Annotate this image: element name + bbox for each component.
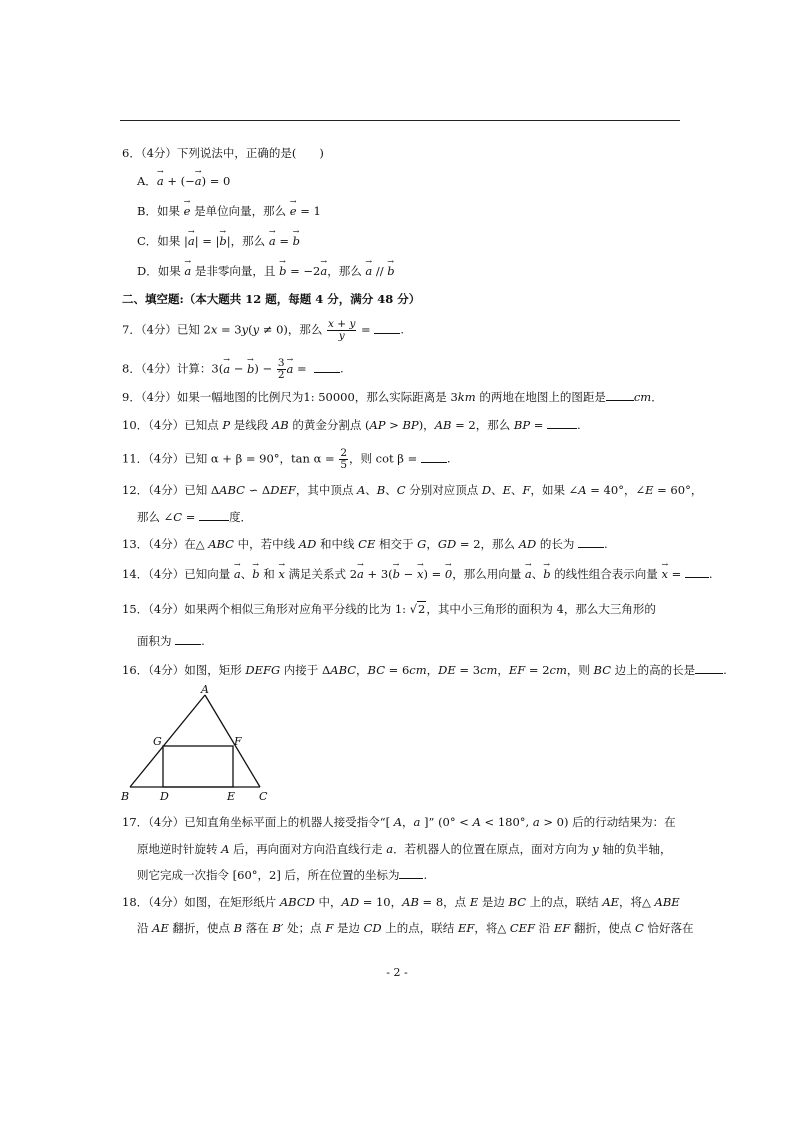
question-12-line-2: 那么 ∠C = 度． — [137, 510, 253, 524]
question-18-line-2: 沿 AE 翻折，使点 B 落在 B′ 处；点 F 是边 CD 上的点，联结 EF，将△ CEF 沿 EF 翻折，使点 C 恰好落在 — [137, 921, 694, 935]
question-6-option-b: B．如果 → e 是单位向量，那么 → e = 1 — [137, 203, 321, 219]
question-18-line-1: 18．（4分）如图，在矩形纸片 ABCD 中，AD = 10，AB = 8，点 E 是边 BC 上的点，联结 AE，将△ ABE — [122, 895, 680, 909]
page-number: - 2 - — [386, 966, 408, 979]
question-16: 16．（4分）如图，矩形 DEFG 内接于 ΔABC，BC = 6cm，DE = 3cm，EF = 2cm，则 BC 边上的高的长是 . — [122, 663, 727, 677]
question-15-line-1: 15．（4分）如果两个相似三角形对应角平分线的比为 1: √2，其中小三角形的面积为 4，那么大三角形的 — [122, 602, 656, 616]
question-17-line-1: 17．（4分）已知直角坐标平面上的机器人接受指令“[ A，a ]” (0° < A < 180°, a > 0) 后的行动结果为：在 — [122, 815, 676, 829]
triangle-rectangle-figure — [115, 683, 275, 803]
question-15-line-2: 面积为 . — [137, 634, 205, 648]
label-e: E — [227, 790, 236, 803]
question-17-line-3: 则它完成一次指令 [60°，2] 后，所在位置的坐标为 . — [137, 868, 428, 882]
label-g: G — [153, 735, 162, 748]
question-17-line-2: 原地逆时针旋转 A 后，再向面对方向沿直线行走 a．若机器人的位置在原点，面对方向为 y 轴的负半轴， — [137, 842, 672, 856]
header-rule — [120, 120, 680, 121]
label-b: B — [121, 790, 130, 803]
section-2-heading: 二、填空题:（本大题共 12 题，每题 4 分，满分 48 分） — [122, 292, 421, 306]
question-6-stem: 6．（4分）下列说法中，正确的是( ) — [122, 146, 324, 160]
question-9: 9．（4分）如果一幅地图的比例尺为1: 50000，那么实际距离是 3km 的两地在地图上的图距是 cm． — [122, 390, 663, 404]
question-6-option-c: C．如果 |→ a| = |→ b|，那么 → a = → b — [137, 233, 300, 249]
rectangle-defg — [163, 746, 233, 787]
question-14: 14．（4分）已知向量 → a、→ b 和 → x 满足关系式 2→ a + 3(→ b − → x) = → 0，那么用向量 → a、→ b 的线性组合表示向量 → x = . — [122, 566, 713, 582]
question-12-line-1: 12．（4分）已知 ΔABC ∽ ΔDEF，其中顶点 A、B、C 分别对应顶点 D、E、F，如果 ∠A = 40°，∠E = 60°， — [122, 483, 703, 497]
question-6-option-d: D．如果 → a 是非零向量，且 → b = −2→ a，那么 → a // → b — [137, 263, 395, 279]
question-6-option-a: A．→ a + (−→ a) = 0 — [137, 173, 230, 189]
label-c: C — [259, 790, 268, 803]
side-ab — [130, 695, 205, 787]
question-7: 7．（4分）已知 2x = 3y(y ≠ 0)，那么 $\frac{x + y}{y}$ = . — [122, 318, 404, 342]
label-f: F — [234, 735, 242, 748]
question-8: 8．（4分）计算：3(→ a − → b) − $\frac{3}{2}$ → a = . — [122, 358, 344, 381]
label-a: A — [201, 683, 209, 696]
question-10: 10．（4分）已知点 P 是线段 AB 的黄金分割点 (AP > BP)，AB = 2，那么 BP = . — [122, 418, 581, 432]
question-11: 11．（4分）已知 α + β = 90°，tan α = $\frac{2}{5}$ ，则 cot β = . — [122, 447, 451, 471]
label-d: D — [160, 790, 169, 803]
question-13: 13．（4分）在△ ABC 中，若中线 AD 和中线 CE 相交于 G，GD = 2，那么 AD 的长为 . — [122, 537, 608, 551]
